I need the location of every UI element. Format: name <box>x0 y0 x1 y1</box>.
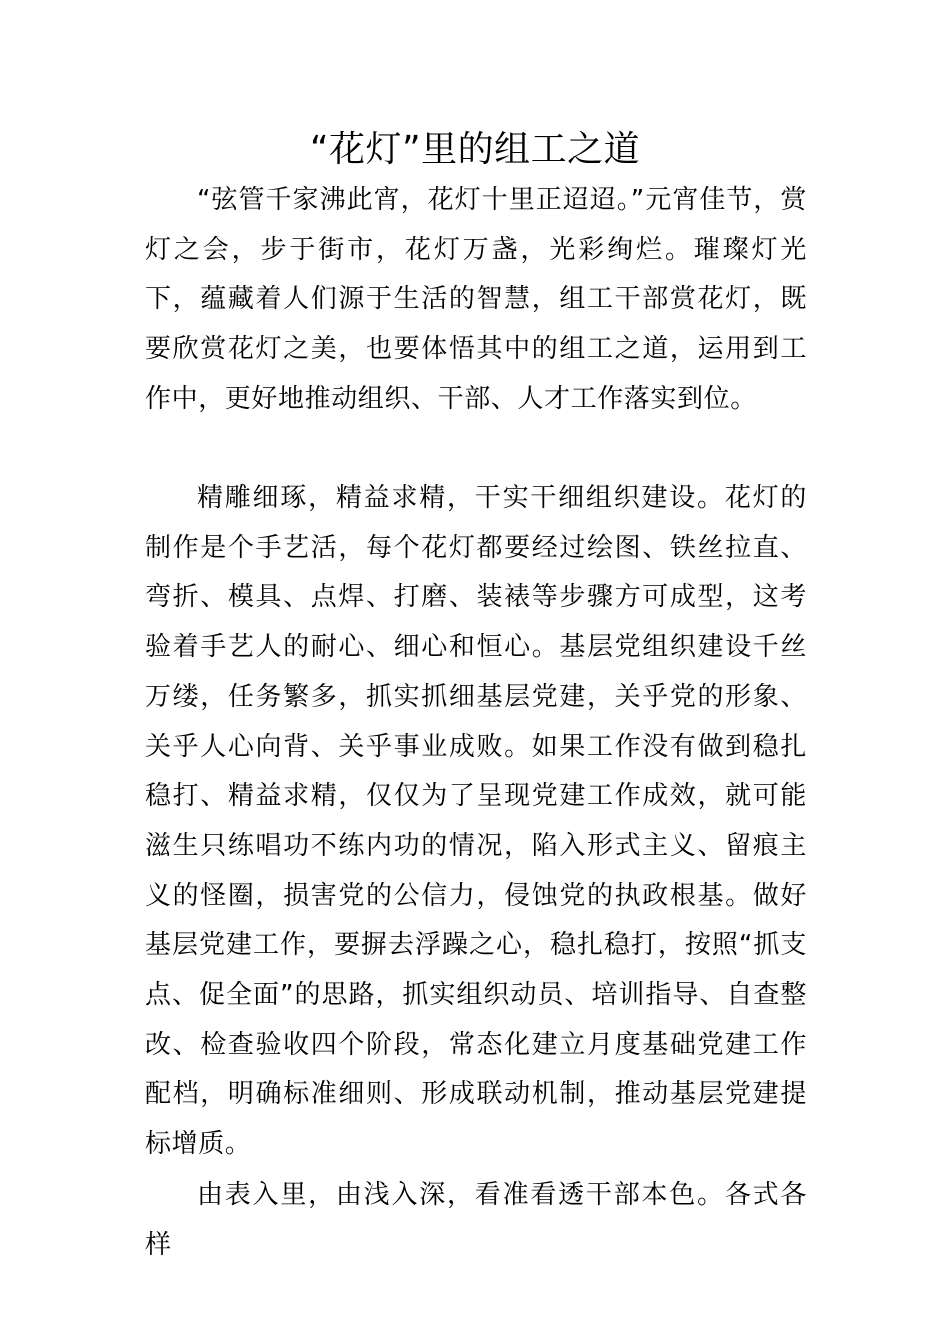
paragraph-intro: “弦管千家沸此宵，花灯十里正迢迢。”元宵佳节，赏灯之会，步于街市，花灯万盏，光彩绚烂。璀璨灯光下，蕴藏着人们源于生活的智慧，组工干部赏花灯，既要欣赏花灯之美，也要体悟其中的组工之道，运用到工作中，更好地推动组织、干部、人才工作落实到位。 <box>145 185 807 414</box>
paragraph-organization-building: 精雕细琢，精益求精，干实干细组织建设。花灯的制作是个手艺活，每个花灯都要经过绘图、铁丝拉直、弯折、模具、点焊、打磨、装裱等步骤方可成型，这考验着手艺人的耐心、细心和恒心。基层党组织建设千丝万缕，任务繁多，抓实抓细基层党建，关乎党的形象、关乎人心向背、关乎事业成败。如果工作没有做到稳扎稳打、精益求精，仅仅为了呈现党建工作成效，就可能滋生只练唱功不练内功的情况，陷入形式主义、留痕主义的怪圈，损害党的公信力，侵蚀党的执政根基。做好基层党建工作，要摒去浮躁之心，稳扎稳打，按照“抓支点、促全面”的思路，抓实组织动员、培训指导、自查整改、检查验收四个阶段，常态化建立月度基础党建工作配档，明确标准细则、形成联动机制，推动基层党建提标增质。 <box>145 483 807 1160</box>
paragraph-cadre-quality: 由表入里，由浅入深，看准看透干部本色。各式各样 <box>145 1180 807 1260</box>
document-title: “花灯”里的组工之道 <box>309 129 641 170</box>
